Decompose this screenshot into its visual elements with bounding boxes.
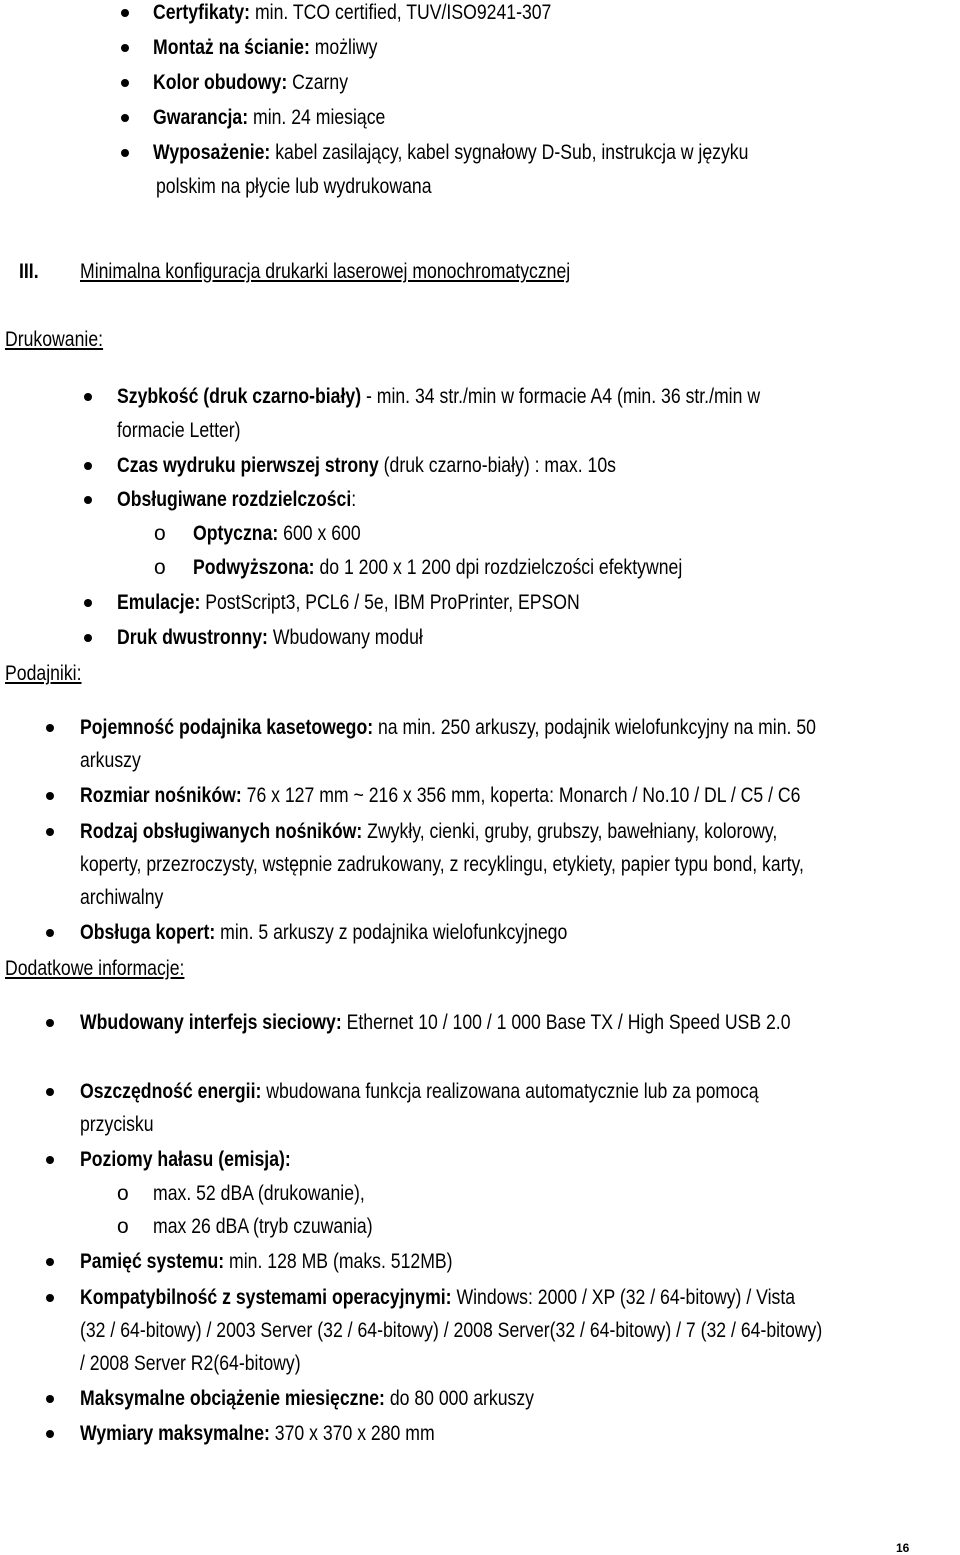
item-label: Certyfikaty: (153, 1, 251, 24)
spec-noise (80, 1147, 291, 1173)
spec-label: Druk dwustronny: (117, 626, 268, 649)
bullet-icon (46, 828, 54, 836)
section-title: Minimalna konfiguracja drukarki laserowej monochromatycznej (80, 260, 571, 283)
list-item (153, 105, 385, 131)
spec-value: 600 x 600 (278, 522, 361, 545)
item-value: możliwy (309, 36, 378, 59)
bullet-icon (121, 9, 129, 17)
bullet-icon (46, 792, 54, 800)
spec-label: Rozmiar nośników: (80, 784, 242, 807)
bullet-icon (46, 1430, 54, 1438)
section-number: III. (19, 260, 39, 283)
bullet-icon (46, 1395, 54, 1403)
spec-value: (druk czarno-biały) : max. 10s (378, 454, 616, 477)
bullet-icon (121, 44, 129, 52)
spec-label: Rodzaj obsługiwanych nośników: (80, 820, 363, 843)
podajniki-heading: Podajniki: (5, 662, 82, 685)
drukowanie-heading: Drukowanie: (5, 328, 104, 351)
spec-value: na min. 250 arkuszy, podajnik wielofunkcyjny na min. 50 (373, 716, 816, 739)
bullet-icon (84, 496, 92, 504)
spec-first-page (117, 453, 616, 479)
spec-label: Szybkość (druk czarno-biały) (117, 385, 362, 408)
spec-energy (80, 1079, 759, 1105)
spec-label: Optyczna: (193, 522, 279, 545)
spec-media-type (80, 819, 777, 845)
bullet-icon (46, 1294, 54, 1302)
item-label: Montaż na ścianie: (153, 36, 310, 59)
spec-continuation: (32 / 64-bitowy) / 2003 Server (32 / 64-bitowy) / 2008 Server(32 / 64-bitowy) / 7 (32 / 64-bitowy) (80, 1319, 823, 1342)
spec-value: PostScript3, PCL6 / 5e, IBM ProPrinter, EPSON (200, 591, 580, 614)
spec-label: Wbudowany interfejs sieciowy: (80, 1011, 342, 1034)
bullet-icon (121, 149, 129, 157)
spec-value: min. 128 MB (maks. 512MB) (224, 1250, 453, 1273)
spec-noise-print: max. 52 dBA (drukowanie), (153, 1182, 365, 1205)
spec-label: Poziomy hałasu (emisja): (80, 1148, 291, 1171)
spec-value: Windows: 2000 / XP (32 / 64-bitowy) / Vista (451, 1286, 796, 1309)
list-item (153, 35, 377, 61)
bullet-icon (46, 724, 54, 732)
sub-bullet-marker: o (117, 1215, 129, 1238)
spec-network (80, 1010, 791, 1036)
spec-continuation: formacie Letter) (117, 419, 241, 442)
spec-label: Pamięć systemu: (80, 1250, 225, 1273)
spec-label: Oszczędność energii: (80, 1080, 262, 1103)
spec-value: Ethernet 10 / 100 / 1 000 Base TX / High Speed USB 2.0 (341, 1011, 791, 1034)
list-item (153, 0, 551, 26)
spec-label: Kompatybilność z systemami operacyjnymi: (80, 1286, 452, 1309)
list-item (153, 140, 748, 166)
item-value: kabel zasilający, kabel sygnałowy D-Sub, instrukcja w języku (270, 141, 749, 164)
spec-value: : (351, 488, 357, 511)
spec-label: Czas wydruku pierwszej strony (117, 454, 379, 477)
sub-bullet-marker: o (117, 1182, 129, 1205)
spec-resolutions (117, 487, 356, 513)
spec-value: Wbudowany moduł (267, 626, 423, 649)
bullet-icon (46, 929, 54, 937)
spec-emulation (117, 590, 580, 616)
bullet-icon (84, 393, 92, 401)
spec-value: 370 x 370 x 280 mm (269, 1422, 435, 1445)
spec-duplex (117, 625, 423, 651)
spec-label: Pojemność podajnika kasetowego: (80, 716, 374, 739)
spec-speed (117, 384, 760, 410)
bullet-icon (46, 1019, 54, 1027)
spec-continuation: / 2008 Server R2(64-bitowy) (80, 1352, 301, 1375)
spec-continuation: przycisku (80, 1113, 154, 1136)
item-label: Kolor obudowy: (153, 71, 288, 94)
spec-envelopes (80, 920, 567, 946)
item-label: Gwarancja: (153, 106, 249, 129)
spec-label: Emulacje: (117, 591, 201, 614)
spec-value: do 1 200 x 1 200 dpi rozdzielczości efektywnej (314, 556, 683, 579)
spec-continuation: arkuszy (80, 749, 141, 772)
spec-continuation: koperty, przezroczysty, wstępnie zadrukowany, z recyklingu, etykiety, papier typu bond, karty, (80, 853, 804, 876)
spec-label: Wymiary maksymalne: (80, 1422, 270, 1445)
spec-value: min. 5 arkuszy z podajnika wielofunkcyjnego (215, 921, 568, 944)
bullet-icon (46, 1258, 54, 1266)
spec-label: Obsługa kopert: (80, 921, 216, 944)
bullet-icon (121, 79, 129, 87)
spec-compat (80, 1285, 795, 1311)
dodatkowe-heading: Dodatkowe informacje: (5, 957, 185, 980)
spec-res-optical (193, 521, 361, 547)
sub-bullet-marker: o (154, 556, 166, 579)
spec-dims (80, 1421, 435, 1447)
spec-media-size (80, 783, 800, 809)
bullet-icon (84, 599, 92, 607)
spec-value: Zwykły, cienki, gruby, grubszy, bawełniany, kolorowy, (362, 820, 778, 843)
spec-res-enhanced (193, 555, 682, 581)
spec-value: wbudowana funkcja realizowana automatycznie lub za pomocą (261, 1080, 759, 1103)
spec-memory (80, 1249, 453, 1275)
bullet-icon (46, 1088, 54, 1096)
item-value: min. 24 miesiące (248, 106, 386, 129)
page-number: 16 (896, 1541, 910, 1555)
item-value: Czarny (287, 71, 349, 94)
list-item (153, 70, 348, 96)
spec-label: Podwyższona: (193, 556, 315, 579)
bullet-icon (84, 462, 92, 470)
spec-noise-standby: max 26 dBA (tryb czuwania) (153, 1215, 373, 1238)
spec-duty (80, 1386, 534, 1412)
sub-bullet-marker: o (154, 522, 166, 545)
bullet-icon (84, 634, 92, 642)
spec-value: - min. 34 str./min w formacie A4 (min. 36 str./min w (361, 385, 761, 408)
bullet-icon (121, 114, 129, 122)
spec-value: do 80 000 arkuszy (384, 1387, 534, 1410)
spec-continuation: archiwalny (80, 886, 164, 909)
list-item-continuation: polskim na płycie lub wydrukowana (156, 175, 432, 198)
spec-capacity (80, 715, 816, 741)
spec-label: Maksymalne obciążenie miesięczne: (80, 1387, 385, 1410)
item-label: Wyposażenie: (153, 141, 271, 164)
item-value: min. TCO certified, TUV/ISO9241-307 (250, 1, 552, 24)
spec-label: Obsługiwane rozdzielczości (117, 488, 352, 511)
spec-value: 76 x 127 mm ~ 216 x 356 mm, koperta: Monarch / No.10 / DL / C5 / C6 (241, 784, 801, 807)
bullet-icon (46, 1156, 54, 1164)
